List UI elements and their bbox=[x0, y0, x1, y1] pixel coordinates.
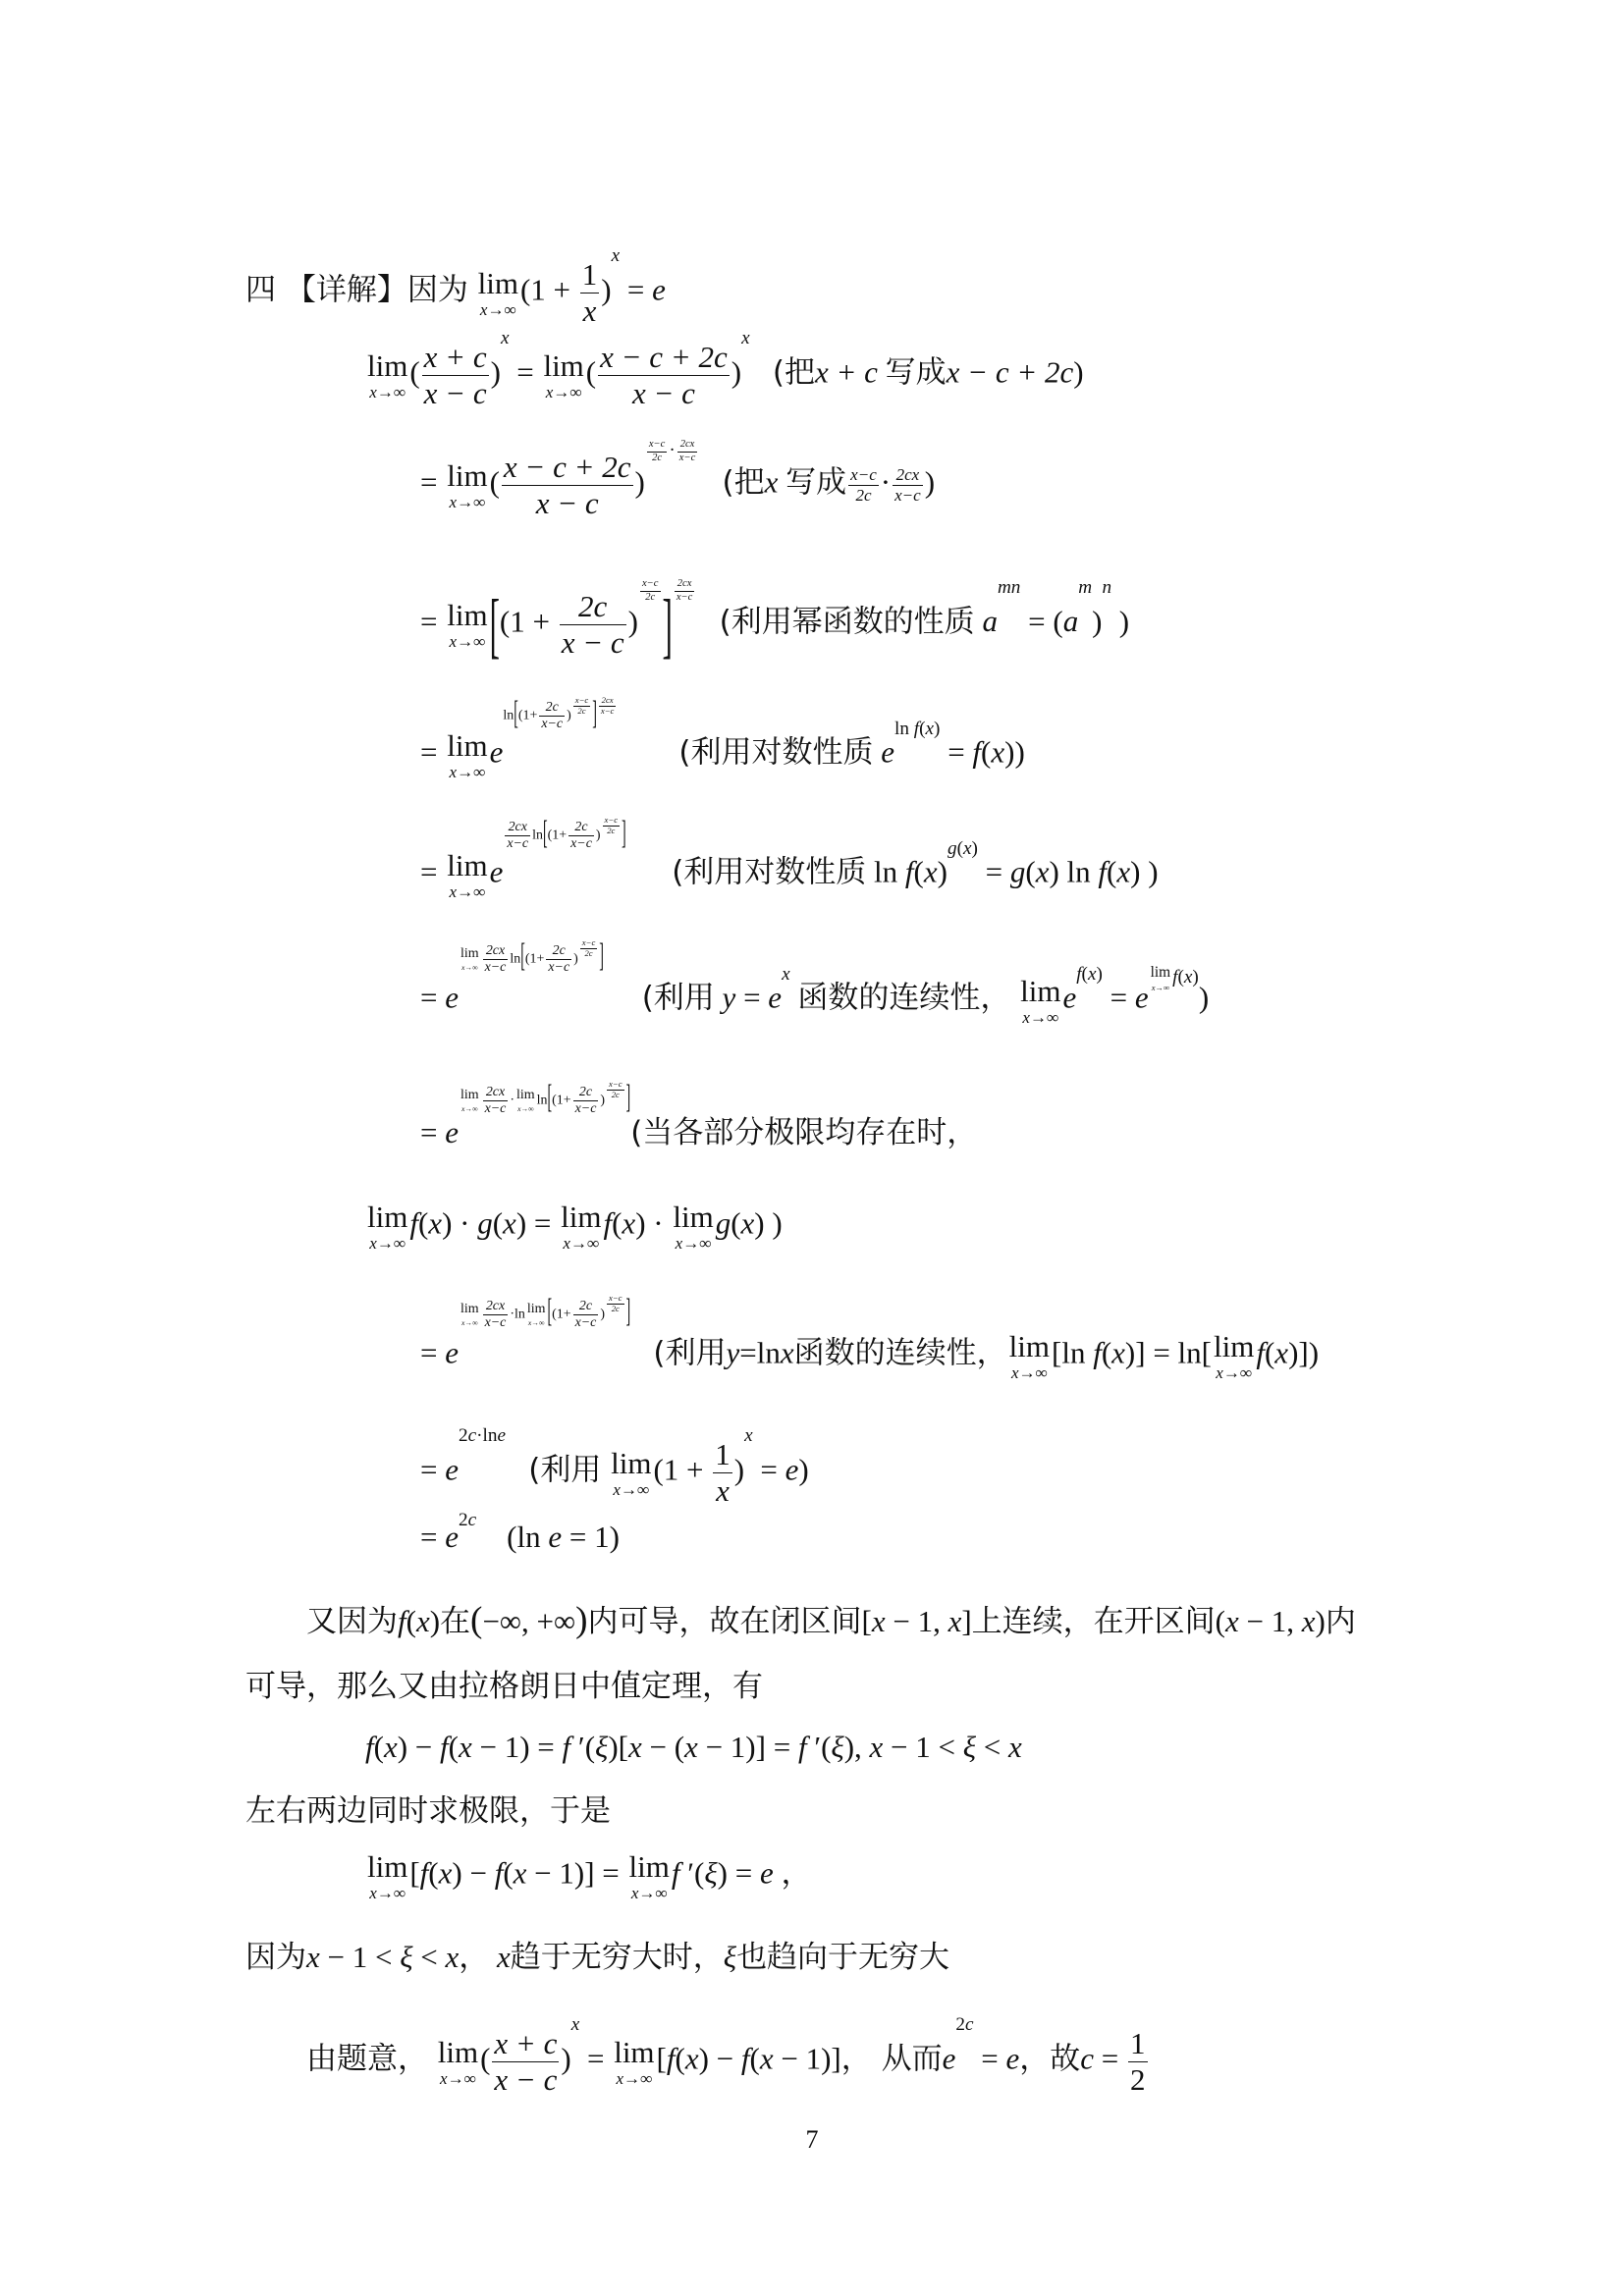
line-heading: 四 【详解】因为 lim x→∞ (1 + $\frac{1}{x}$ )x = e bbox=[245, 245, 666, 328]
note-4: (利用对数性质 bbox=[678, 734, 874, 771]
note-1: (把 bbox=[772, 354, 815, 391]
note-1b: 写成 bbox=[885, 354, 947, 391]
line-step-5: = lim x→∞ e $\frac{2cx}{x-c}$ ln[(1+ $\frac{2c}{x-c}$ ) $\frac{x-c}{2c}$ ] (利用对数性质 ln f(x)g(x) = g(x) ln f(x) ) bbox=[420, 814, 1159, 901]
line-limit-diff: lim x→∞ [f(x) − f(x − 1)] = lim x→∞ f ′(ξ) = e ， bbox=[367, 1849, 812, 1902]
heading-text: 四 【详解】因为 bbox=[245, 272, 468, 308]
line-step-7: = e lim x→∞ $\frac{2cx}{x-c}$ · lim x→∞ ln[(1+ $\frac{2c}{x-c}$ ) $\frac{x-c}{2c}$ ](当各部分极限均存在时， bbox=[420, 1078, 978, 1150]
note-8: (利用 bbox=[653, 1335, 727, 1371]
note-3: (利用幂函数的性质 bbox=[719, 604, 975, 640]
note-7: (当各部分极限均存在时， bbox=[630, 1115, 978, 1150]
line-step-2: = lim x→∞ ( $\frac{x - c + 2c}{x - c}$ ) $\frac{x-c}{2c}$ · $\frac{2cx}{x-c}$ (把x 写成 $\frac{x-c}{2c}$ · $\frac{2cx}{x-c}$ ) bbox=[420, 439, 936, 520]
line-step-4: = lim x→∞ eln[(1+ $\frac{2c}{x-c}$ ) $\frac{x-c}{2c}$ ] $\frac{2cx}{x-c}$ (利用对数性质 eln f(x) = f(x)) bbox=[420, 694, 1025, 781]
line-mvt: f(x) − f(x − 1) = f ′(ξ)[x − (x − 1)] = f ′(ξ), x − 1 < ξ < x bbox=[365, 1730, 1022, 1764]
note-8b: 函数的连续性， bbox=[793, 1335, 1007, 1371]
note-6: (利用 bbox=[641, 980, 715, 1016]
note-2b: 写成 bbox=[785, 464, 847, 501]
note-5: (利用对数性质 bbox=[672, 854, 867, 890]
line-step-1: lim x→∞ ( $\frac{x + c}{x - c}$ )x = lim x→∞ ( $\frac{x - c + 2c}{x - c}$ )x (把x + c 写成x − c + 2c) bbox=[367, 328, 1084, 410]
line-step-3: = lim x→∞ [(1 + $\frac{2c}{x - c}$ ) $\frac{x-c}{2c}$ ] $\frac{2cx}{x-c}$ (利用幂函数的性质 amn = (am)n ) bbox=[420, 577, 1130, 667]
line-step-6: = e lim x→∞ $\frac{2cx}{x-c}$ ln[(1+ $\frac{2c}{x-c}$ ) $\frac{x-c}{2c}$ ] (利用 y = ex 函数的连续性， lim x→∞ ef(x) = e lim x→∞ f(x)) bbox=[420, 936, 1210, 1027]
paragraph-1: 又因为f(x)在(−∞, +∞)内可导，故在闭区间[x − 1, x]上连续，在开区间(x − 1, x)内 bbox=[306, 1600, 1356, 1640]
note-9: (利用 bbox=[528, 1452, 602, 1488]
note-6b: 函数的连续性， bbox=[797, 980, 1011, 1016]
line-limit-product: lim x→∞ f(x) · g(x) = lim x→∞ f(x) · lim x→∞ g(x) ) bbox=[367, 1200, 783, 1253]
line-step-9: = e2c·lne (利用 lim x→∞ (1 + $\frac{1}{x}$ )x = e) bbox=[420, 1425, 809, 1508]
limit-operator: lim x→∞ bbox=[477, 265, 518, 319]
note-2: (把 bbox=[722, 464, 765, 501]
paragraph-3: 左右两边同时求极限，于是 bbox=[245, 1793, 611, 1829]
paragraph-2: 可导，那么又由拉格朗日中值定理，有 bbox=[245, 1669, 763, 1704]
page-number: 7 bbox=[805, 2125, 819, 2154]
line-step-8: = e lim x→∞ $\frac{2cx}{x-c}$ ·ln lim x→∞ [(1+ $\frac{2c}{x-c}$ ) $\frac{x-c}{2c}$ ] (利用y=lnx函数的连续性， lim x→∞ [ln f(x)] = ln[ lim x→∞ f(x)]) bbox=[420, 1292, 1320, 1382]
line-step-10: = e2c (ln e = 1) bbox=[420, 1510, 620, 1554]
fraction: $\frac{1}{x}$ bbox=[581, 257, 598, 328]
paragraph-5: 由题意， lim x→∞ ( $\frac{x + c}{x - c}$ )x = lim x→∞ [f(x) − f(x − 1)]， 从而e2c = e，故c = $\frac{1}{2}$ bbox=[306, 2014, 1146, 2097]
paragraph-4: 因为x − 1 < ξ < x， x趋于无穷大时，ξ也趋向于无穷大 bbox=[245, 1940, 950, 1975]
